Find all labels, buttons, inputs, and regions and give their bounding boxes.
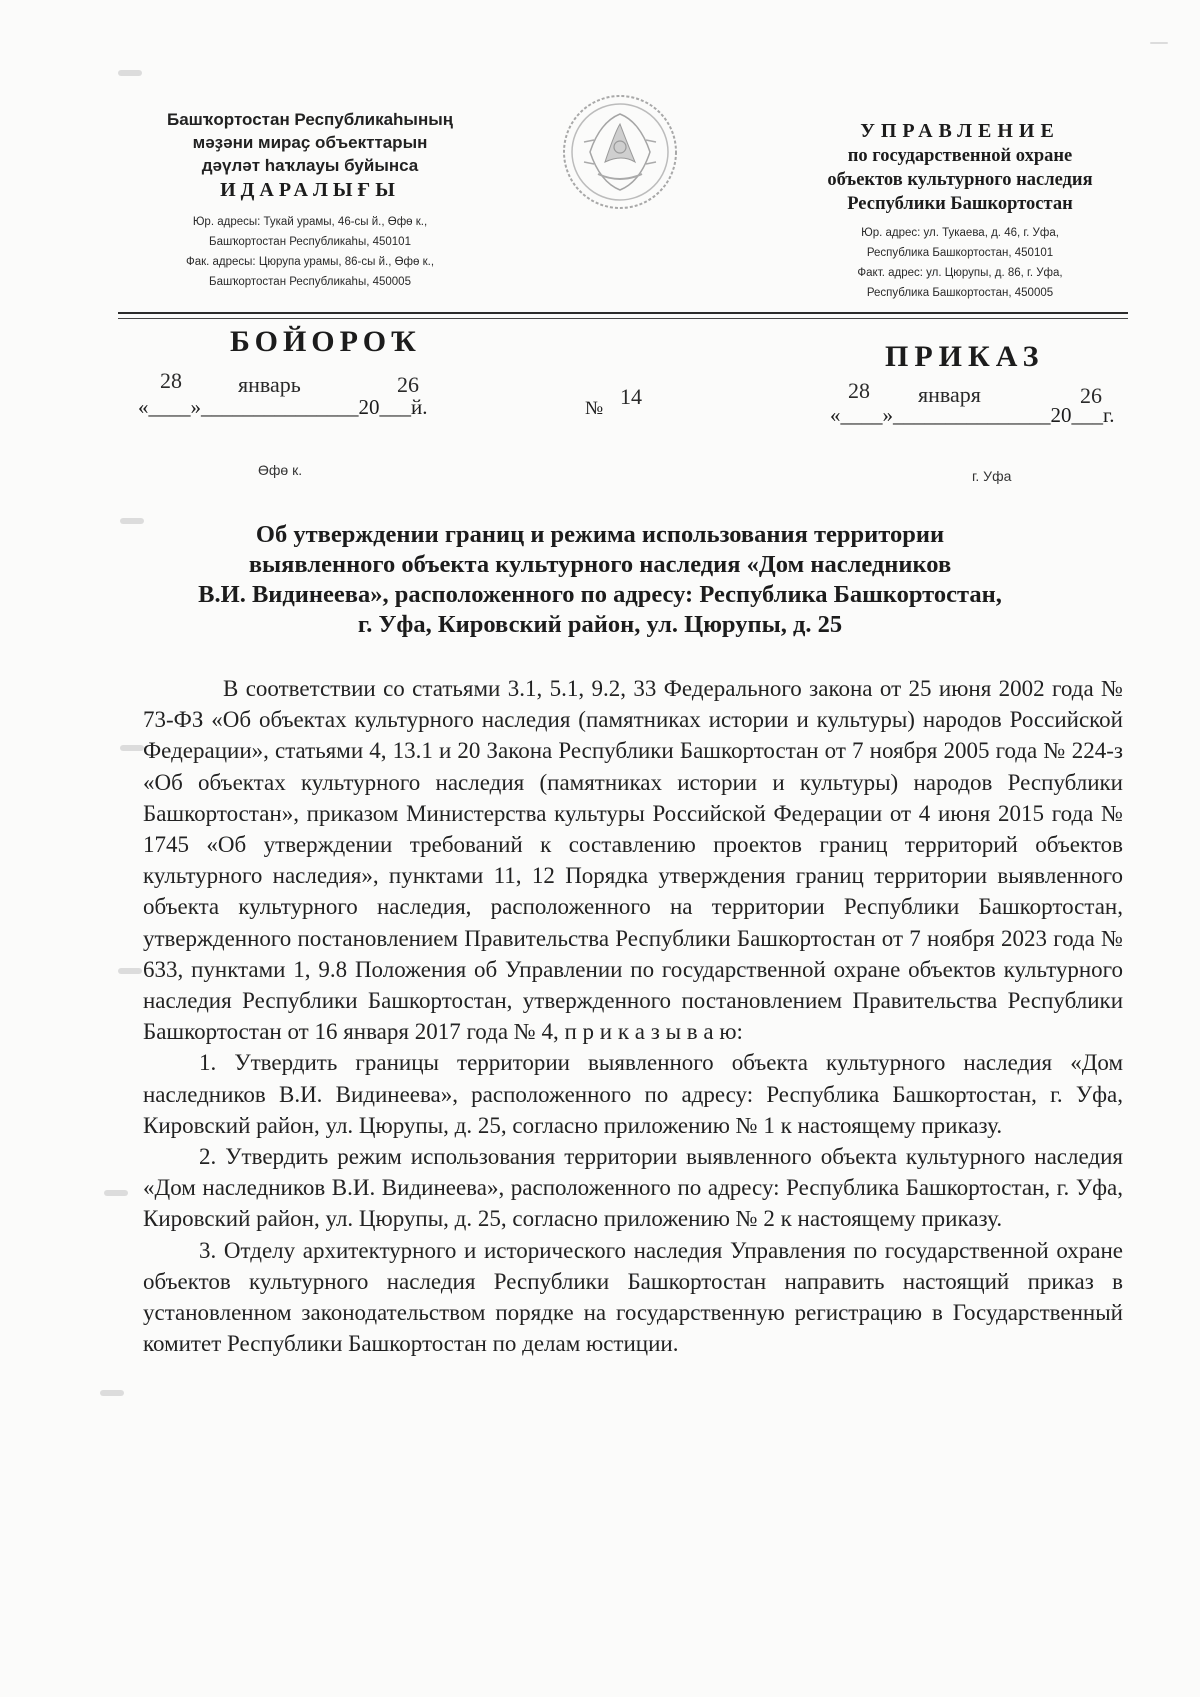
- date-left-template: «____»_______________20___й.: [138, 395, 428, 419]
- scan-speck: [104, 1190, 128, 1196]
- title-line: выявленного объекта культурного наследия «Дом наследников: [248, 551, 952, 578]
- order-item-3: 3. Отделу архитектурного и исторического наследия Управления по государственной охране объектов культурного наследия Республики Башкортостан направить настоящий приказ в установленном законодательством порядке на государственную регистрацию в Государственный комитет Республики Башкортостан по делам юстиции.: [143, 1237, 1123, 1357]
- header-left: [130, 108, 490, 291]
- date-right-day: 28: [848, 378, 870, 403]
- title-line: Об утверждении границ и режима использования территории: [255, 521, 945, 548]
- address-line: Республика Башкортостан, 450101: [866, 247, 1054, 259]
- header-right-line: объектов культурного наследия: [827, 170, 1093, 190]
- coat-of-arms-emblem: [560, 92, 680, 212]
- doc-type-bashkir: БОЙОРОҠ: [230, 325, 421, 358]
- header-right-line: Республики Башкортостан: [847, 194, 1073, 214]
- header-divider-thick: [118, 312, 1128, 314]
- order-item-1: 1. Утвердить границы территории выявленного объекта культурного наследия «Дом наследников В.И. Видинеева», расположенного по адресу: Республика Башкортостан, г. Уфа, Кировский район, ул. Цюрупы, д. 25, согласно приложению № 1 к настоящему приказу.: [143, 1050, 1123, 1138]
- order-number: 14: [620, 384, 642, 409]
- header-right-line: по государственной охране: [847, 146, 1073, 166]
- number-sign: №: [585, 398, 604, 419]
- address-line: Юр. адресы: Тукай урамы, 46-сы й., Өфө к.,: [192, 216, 428, 228]
- address-line: Факт. адрес: ул. Цюрупы, д. 86, г. Уфа,: [857, 267, 1063, 279]
- preamble-paragraph: В соответствии со статьями 3.1, 5.1, 9.2, 33 Федерального закона от 25 июня 2002 года № 73-ФЗ «Об объектах культурного наследия (памятниках истории и культуры) народов Российской Федерации», статьями 4, 13.1 и 20 Закона Республики Башкортостан от 7 ноября 2005 года № 224-з «Об объектах культурного наследия (памятниках истории и культуры) народов Республики Башкортостан», приказом Министерства культуры Российской Федерации от 4 июня 2015 года № 1745 «Об утверждении требований к составлению проектов границ территорий объектов культурного наследия», пунктами 11, 12 Порядка утверждения границ территории выявленного объекта культурного наследия, расположенного на территории Республики Башкортостан, утвержденного постановлением Правительства Республики Башкортостан от 7 ноября 2023 года № 633, пунктами 1, 9.8 Положения об Управлении по государственной охране объектов культурного наследия Республики Башкортостан, утвержденного постановлением Правительства Республики Башкортостан от 16 января 2017 года № 4, п р и к а з ы в а ю:: [143, 676, 1123, 1045]
- header-right-address: [800, 224, 1120, 302]
- header-right-org-word: УПРАВЛЕНИЕ: [860, 120, 1060, 142]
- scan-speck: [118, 968, 142, 974]
- date-right-year: 26: [1080, 383, 1102, 408]
- order-item-2: 2. Утвердить режим использования территории выявленного объекта культурного наследия «Дом наследников В.И. Видинеева», расположенного по адресу: Республика Башкортостан, г. Уфа, Кировский район, ул. Цюрупы, д. 25, согласно приложению № 2 к настоящему приказу.: [143, 1144, 1123, 1232]
- document-body: [143, 673, 1123, 1359]
- place-russian: г. Уфа: [972, 468, 1012, 484]
- address-line: Фак. адресы: Цюрупа урамы, 86-сы й., Өфө к.,: [185, 256, 435, 268]
- header-left-org-word: ИДАРАЛЫҒЫ: [220, 179, 400, 201]
- address-line: Башҡортостан Республикаһы, 450005: [209, 276, 411, 288]
- address-line: Башҡортостан Республикаһы, 450101: [209, 236, 411, 248]
- date-left-month: январь: [238, 372, 301, 397]
- header-left-line: мәҙәни мираҫ объекттарын: [192, 133, 428, 152]
- header-right: [800, 118, 1120, 302]
- header-left-line: дәүләт һаҡлауы буйынса: [201, 156, 419, 175]
- date-left-year: 26: [397, 372, 419, 397]
- header-left-line: Башҡортостан Республикаһының: [166, 110, 454, 129]
- date-left-day: 28: [160, 368, 182, 393]
- address-line: Юр. адрес: ул. Тукаева, д. 46, г. Уфа,: [861, 227, 1059, 239]
- doc-type-russian: ПРИКАЗ: [885, 340, 1045, 373]
- scan-speck: [118, 70, 142, 76]
- date-right-month: января: [918, 382, 981, 407]
- title-line: г. Уфа, Кировский район, ул. Цюрупы, д. 25: [357, 611, 843, 638]
- scan-speck: [120, 745, 144, 751]
- address-line: Республика Башкортостан, 450005: [866, 287, 1054, 299]
- header-left-address: [130, 213, 490, 291]
- scan-speck: [100, 1390, 124, 1396]
- place-bashkir: Өфө к.: [258, 462, 303, 478]
- scan-speck: [120, 518, 144, 524]
- date-right-template: «____»_______________20___г.: [830, 403, 1115, 427]
- document-title: [150, 520, 1050, 640]
- title-line: В.И. Видинеева», расположенного по адресу: Республика Башкортостан,: [198, 581, 1002, 608]
- scan-speck: [1150, 42, 1168, 44]
- header-divider-thin: [118, 318, 1128, 319]
